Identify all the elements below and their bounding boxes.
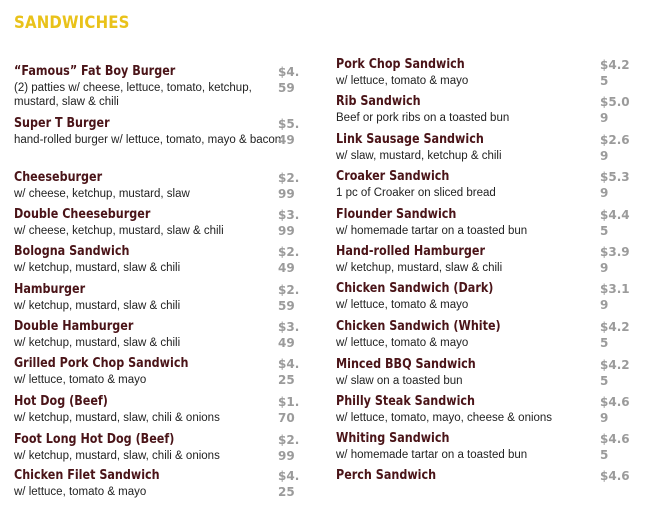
item-price: $2.99 xyxy=(278,171,300,201)
item-name: Hot Dog (Beef) xyxy=(14,394,108,409)
item-price: $1.70 xyxy=(278,395,300,425)
item-name: Pork Chop Sandwich xyxy=(336,57,465,72)
item-price: $4.69 xyxy=(600,395,630,425)
item-price: $4.25 xyxy=(278,469,300,499)
item-description: w/ ketchup, mustard, slaw, chili & onions xyxy=(14,412,220,424)
item-name: Link Sausage Sandwich xyxy=(336,132,484,147)
item-description: w/ homemade tartar on a toasted bun xyxy=(336,225,528,237)
item-name: Whiting Sandwich xyxy=(336,431,450,446)
item-description: Beef or pork ribs on a toasted bun xyxy=(336,112,510,124)
item-name: Super T Burger xyxy=(14,116,110,131)
item-name: Croaker Sandwich xyxy=(336,169,450,184)
item-description: w/ ketchup, mustard, slaw & chili xyxy=(14,337,181,349)
item-description: w/ slaw on a toasted bun xyxy=(336,375,463,387)
item-price: $2.59 xyxy=(278,283,300,313)
item-name: Foot Long Hot Dog (Beef) xyxy=(14,432,175,447)
item-name: Hand-rolled Hamburger xyxy=(336,244,485,259)
item-description: w/ lettuce, tomato & mayo xyxy=(336,337,469,349)
item-description: w/ lettuce, tomato & mayo xyxy=(336,299,469,311)
item-name: Grilled Pork Chop Sandwich xyxy=(14,356,189,371)
item-description: w/ lettuce, tomato & mayo xyxy=(14,374,147,386)
item-name: Rib Sandwich xyxy=(336,94,421,109)
item-price: $5.39 xyxy=(600,170,630,200)
item-price: $2.49 xyxy=(278,245,300,275)
item-description: mustard, slaw & chili xyxy=(14,96,119,108)
item-description: (2) patties w/ cheese, lettuce, tomato, ketchup, xyxy=(14,82,252,94)
item-description: w/ slaw, mustard, ketchup & chili xyxy=(336,150,502,162)
item-price: $3.99 xyxy=(278,208,300,238)
item-name: Flounder Sandwich xyxy=(336,207,457,222)
item-name: Chicken Filet Sandwich xyxy=(14,468,160,483)
item-price: $4.25 xyxy=(600,320,630,350)
item-price: $4.59 xyxy=(278,65,300,95)
item-price: $4.25 xyxy=(600,358,630,388)
item-description: w/ ketchup, mustard, slaw & chili xyxy=(336,262,503,274)
item-name: Hamburger xyxy=(14,282,86,297)
item-name: Double Hamburger xyxy=(14,319,134,334)
item-price: $2.99 xyxy=(278,433,300,463)
item-description: w/ ketchup, mustard, slaw & chili xyxy=(14,300,181,312)
item-description: w/ homemade tartar on a toasted bun xyxy=(336,449,528,461)
item-price: $5.09 xyxy=(600,95,630,125)
item-description: w/ ketchup, mustard, slaw & chili xyxy=(14,262,181,274)
item-name: Philly Steak Sandwich xyxy=(336,394,475,409)
item-price: $4.25 xyxy=(600,58,630,88)
item-price: $3.19 xyxy=(600,282,630,312)
item-price: $5.49 xyxy=(278,117,300,147)
item-description: 1 pc of Croaker on sliced bread xyxy=(336,187,496,199)
item-name: Minced BBQ Sandwich xyxy=(336,357,476,372)
item-price: $4.45 xyxy=(600,208,630,238)
item-price: $4.65 xyxy=(600,432,630,462)
item-name: Chicken Sandwich (Dark) xyxy=(336,281,494,296)
item-description: w/ cheese, ketchup, mustard, slaw & chili xyxy=(14,225,224,237)
item-name: Cheeseburger xyxy=(14,170,103,185)
item-name: Chicken Sandwich (White) xyxy=(336,319,501,334)
item-description: hand-rolled burger w/ lettuce, tomato, mayo & bacon xyxy=(14,134,282,146)
item-description: w/ cheese, ketchup, mustard, slaw xyxy=(14,188,190,200)
item-description: w/ ketchup, mustard, slaw, chili & onions xyxy=(14,450,220,462)
item-description: w/ lettuce, tomato, mayo, cheese & onions xyxy=(336,412,553,424)
item-price: $3.49 xyxy=(278,320,300,350)
item-price: $4.6 xyxy=(600,469,630,483)
item-name: “Famous” Fat Boy Burger xyxy=(14,64,176,79)
item-price: $3.99 xyxy=(600,245,630,275)
section-title: SANDWICHES xyxy=(14,13,130,33)
item-name: Double Cheeseburger xyxy=(14,207,151,222)
item-price: $4.25 xyxy=(278,357,300,387)
item-price: $2.69 xyxy=(600,133,630,163)
item-description: w/ lettuce, tomato & mayo xyxy=(14,486,147,498)
item-description: w/ lettuce, tomato & mayo xyxy=(336,75,469,87)
item-name: Bologna Sandwich xyxy=(14,244,130,259)
item-name: Perch Sandwich xyxy=(336,468,437,483)
